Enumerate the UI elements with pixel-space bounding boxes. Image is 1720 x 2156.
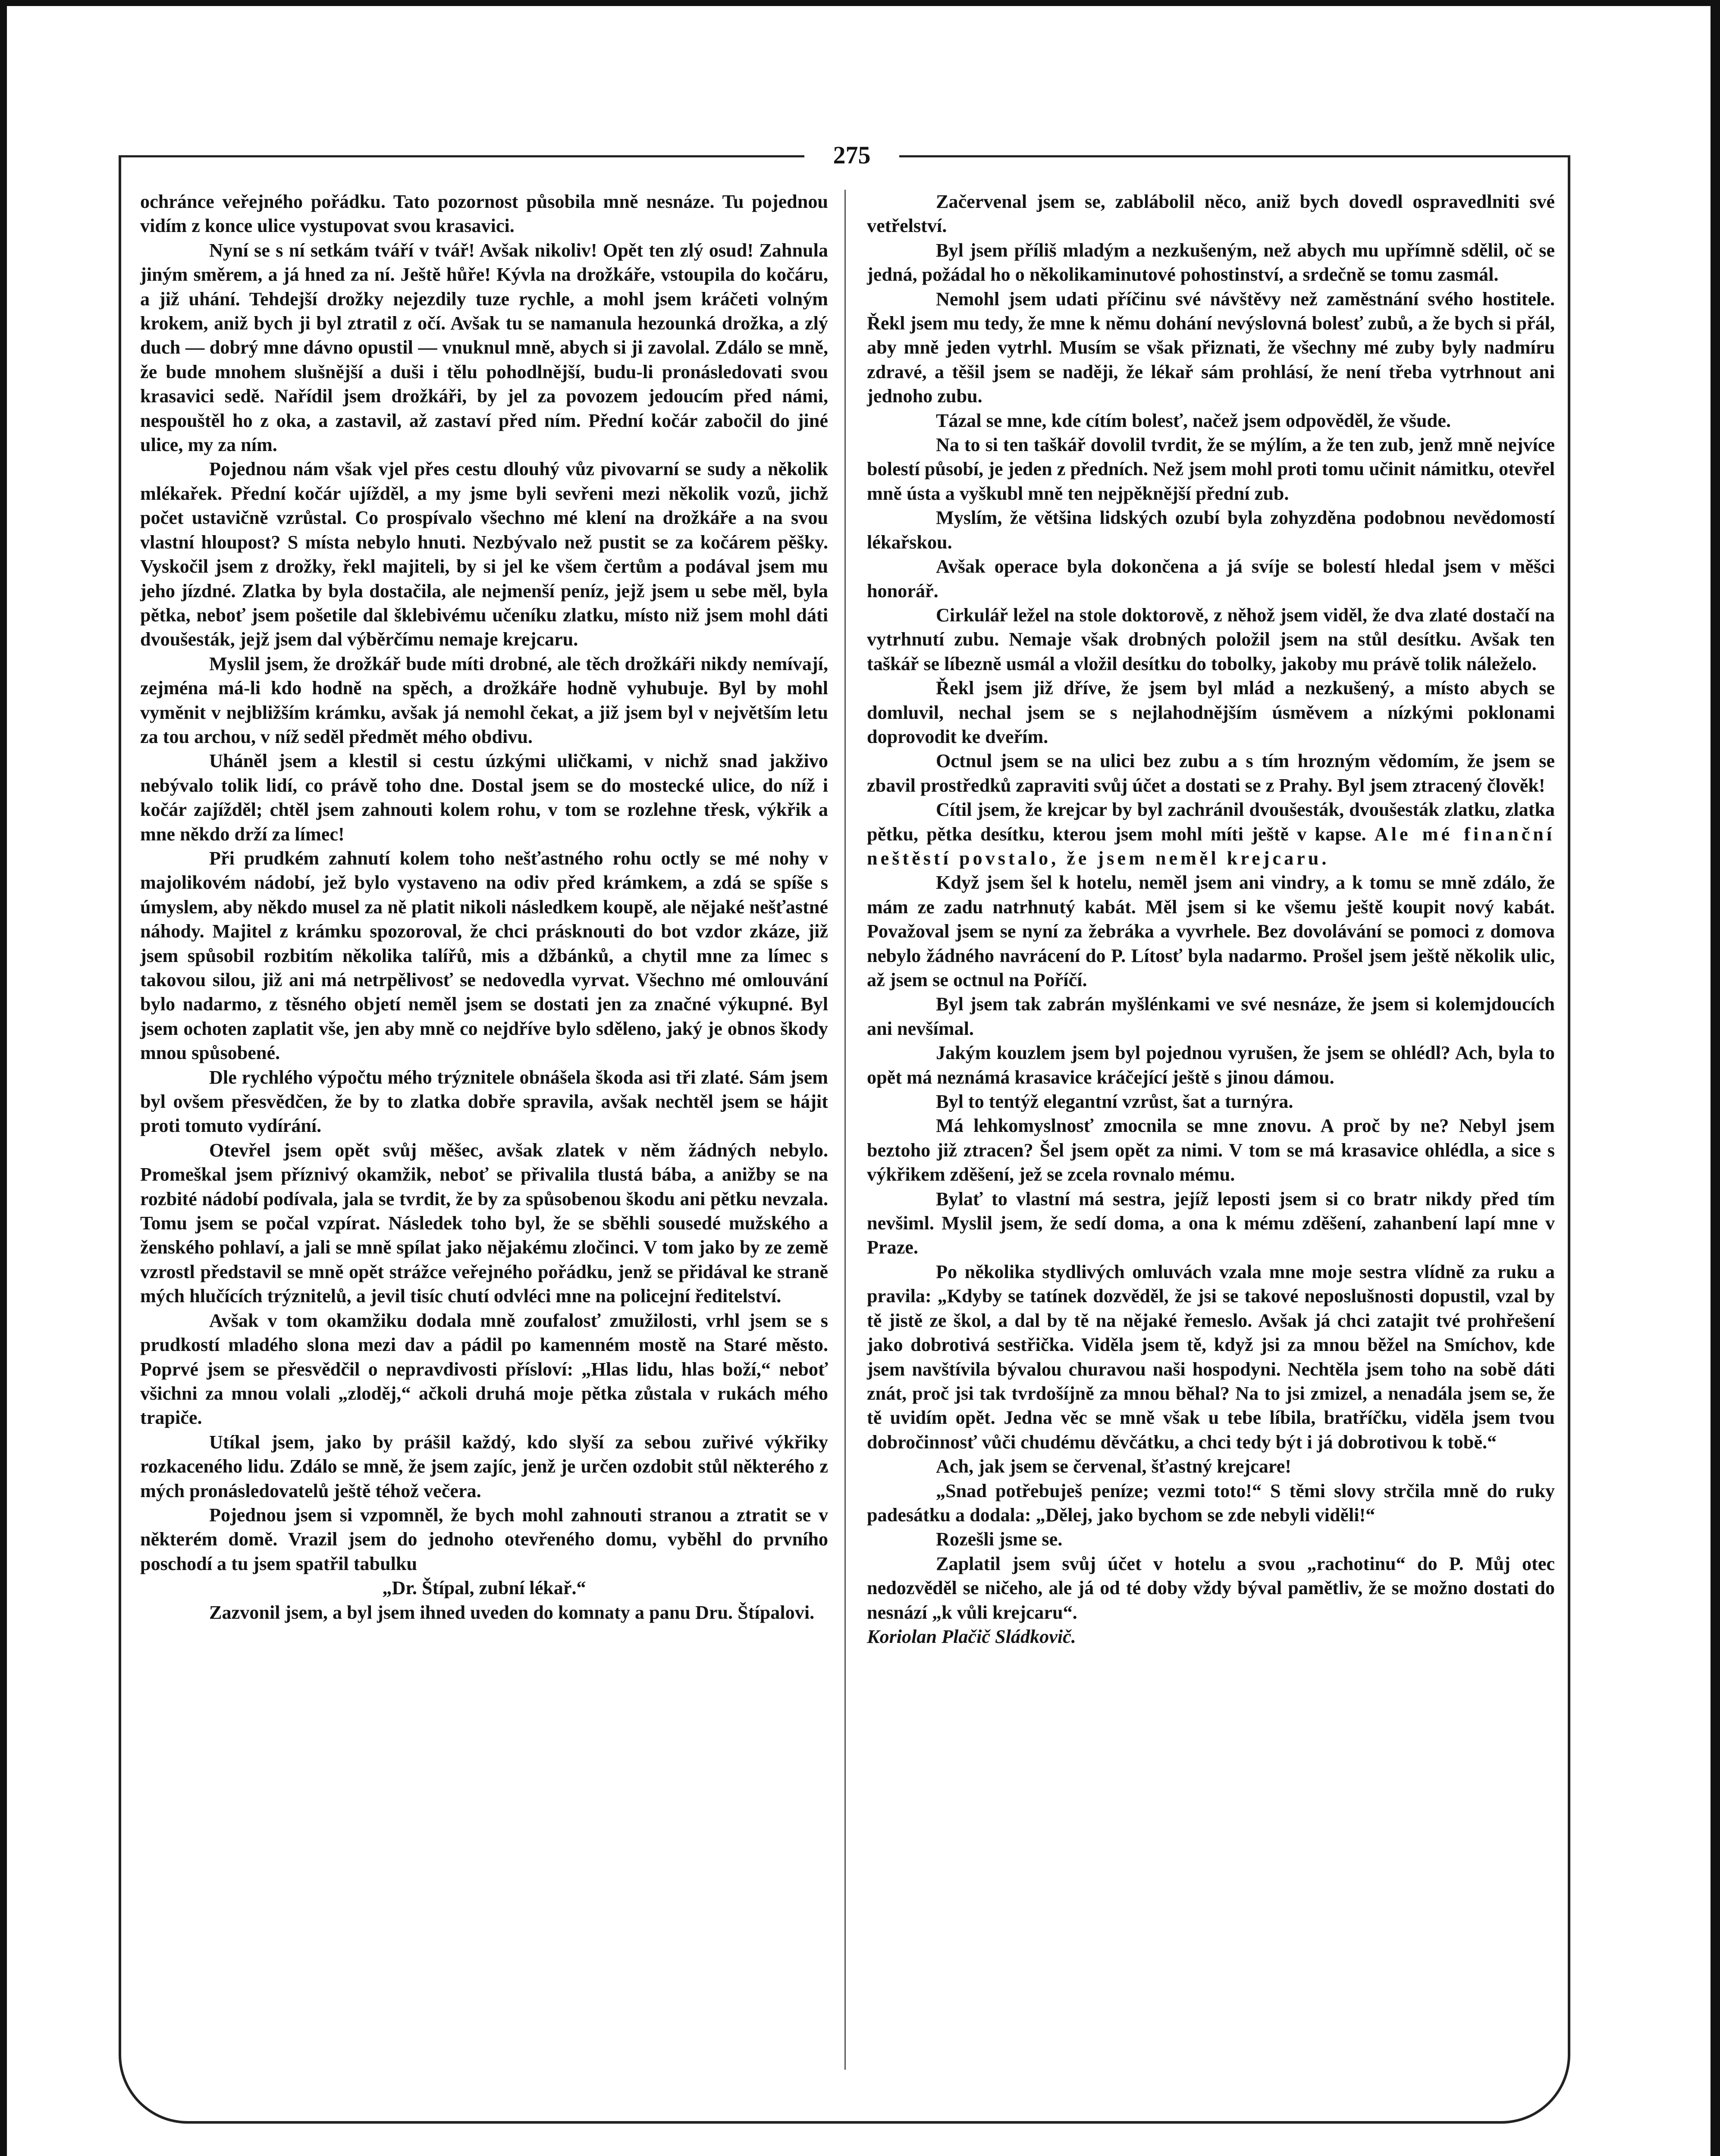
paragraph bbox=[867, 1114, 1555, 1187]
paragraph-text: Pojednou nám však vjel přes cestu dlouhý vůz pivovarní se sudy a několik mlékařek. Přední kočár ujížděl, a my jsme byli sevřeni mezi několik vozů, jichž počet ustavičně vzrůstal. Co prospívalo všechno mé klení na drožkáře a na svou vlastní hloupost? S místa nebylo hnuti. Nezbývalo než pustit se za kočárem pěšky. Vyskočil jsem z drožky, řekl majiteli, by si jel ke všem čertům a podával jsem mu jeho jízdné. Zlatka by byla dostačila, ale nejmenší peníz, jejž jsem u sebe měl, byla pětka, neboť jsem pošetile dal šklebivému učeníku zlatku, místo niž jsem mohl dáti dvoušesták, jejž jsem dal výběrčímu nemaje krejcaru. bbox=[140, 458, 828, 650]
paragraph-text: Byl jsem příliš mladým a nezkušeným, než abych mu upřímně sdělil, oč se jedná, požádal ho o několikaminutové pohostinství, a srdečně se tomu zasmál. bbox=[867, 239, 1555, 285]
paragraph-text: Bylať to vlastní má sestra, jejíž leposti jsem si co bratr nikdy před tím nevšiml. Myslil jsem, že sedí doma, a ona k mému zděšení, zahanbení lapí mne v Praze. bbox=[867, 1188, 1555, 1258]
paragraph-text: ochránce veřejného pořádku. Tato pozornost působila mně nesnáze. Tu pojednou vidím z konce ulice vystupovat svou krasavici. bbox=[140, 191, 828, 237]
paragraph-text: Řekl jsem již dříve, že jsem byl mlád a nezkušený, a místo abych se domluvil, nechal jsem se s nejlahodnějším úsměvem a nízkými poklonami doprovodit ke dveřím. bbox=[867, 677, 1555, 747]
page-number: 275 bbox=[833, 141, 871, 169]
paragraph-text: Na to si ten taškář dovolil tvrdit, že se mýlím, a že ten zub, jenž mně nejvíce bolestí působí, je jeden z předních. Než jsem mohl proti tomu učinit námitku, otevřel mně ústa a vyškubl mně ten nejpěknější přední zub. bbox=[867, 434, 1555, 504]
paragraph-text: Octnul jsem se na ulici bez zubu a s tím hrozným vědomím, že jsem se zbavil prostředků zapraviti svůj účet a dostati se z Prahy. Byl jsem ztracený člověk! bbox=[867, 750, 1555, 796]
paragraph-text: Dle rychlého výpočtu mého trýznitele obnášela škoda asi tři zlaté. Sám jsem byl ovšem přesvědčen, že by to zlatka dobře spravila, avšak nechtěl jsem se hájit proti tomuto vydírání. bbox=[140, 1066, 828, 1137]
paragraph bbox=[867, 1479, 1555, 1528]
scan-edge-top bbox=[0, 0, 1720, 6]
paragraph bbox=[867, 1090, 1555, 1114]
author-signature: Koriolan Plačič Sládkovič. bbox=[867, 1626, 1076, 1647]
paragraph-text: „Dr. Štípal, zubní lékař.“ bbox=[382, 1577, 586, 1599]
paragraph bbox=[867, 676, 1555, 749]
paragraph bbox=[140, 652, 828, 749]
paragraph bbox=[867, 409, 1555, 433]
paragraph-text: Otevřel jsem opět svůj měšec, avšak zlatek v něm žádných nebylo. Promeškal jsem příznivý okamžik, neboť se přivalila tlustá bába, a anižby se na rozbité nádobí podívala, jala se tvrdit, že by za spůsobenou škodu ani pětku nevzala. Tomu jsem se počal vzpírat. Následek toho byl, že se sběhli sousedé mužského a ženského pohlaví, a jali se mně spílat jako nějakému zločinci. V tom jako by ze země vzrostl představil se mně opět strážce veřejného pořádku, jenž se přidával ke straně mých hlučících trýznitelů, a jevil tisíc chutí odvléci mne na policejní ředitelství. bbox=[140, 1139, 828, 1307]
paragraph-text: Rozešli jsme se. bbox=[936, 1529, 1063, 1550]
paragraph bbox=[140, 1601, 828, 1625]
paragraph-text: Byl jsem tak zabrán myšlénkami ve své nesnáze, že jsem si kolemjdoucích ani nevšímal. bbox=[867, 993, 1555, 1039]
paragraph bbox=[140, 1503, 828, 1576]
paragraph-text: Cítil jsem, že krejcar by byl zachránil dvoušesták, dvoušesták zlatku, zlatka pětku, pětka desítku, kterou jsem mohl míti ještě v kapse. bbox=[867, 799, 1555, 845]
paragraph-text: „Snad potřebuješ peníze; vezmi toto!“ S těmi slovy strčila mně do ruky padesátku a dodala: „Dělej, jako bychom se zde nebyli viděli!“ bbox=[867, 1480, 1555, 1526]
paragraph-text: Myslím, že většina lidských ozubí byla zohyzděna podobnou nevědomostí lékařskou. bbox=[867, 507, 1555, 553]
scan-edge-left bbox=[0, 0, 7, 2156]
right-column bbox=[867, 190, 1555, 1649]
paragraph-text: Uháněl jsem a klestil si cestu úzkými uličkami, v nichž snad jakživo nebývalo tolik lidí, co právě toho dne. Dostal jsem se do mostecké ulice, do níž i kočár zajížděl; chtěl jsem zahnouti kolem rohu, v tom se rozlehne třesk, výkřik a mne někdo drží za límec! bbox=[140, 750, 828, 845]
paragraph bbox=[140, 457, 828, 652]
paragraph bbox=[867, 798, 1555, 871]
paragraph-text: Zaplatil jsem svůj účet v hotelu a svou „rachotinu“ do P. Můj otec nedozvěděl se ničeho, ale já od té doby vždy býval pamětliv, že se možno dostati do nesnází „k vůli krejcaru“. bbox=[867, 1553, 1555, 1623]
paragraph bbox=[867, 1260, 1555, 1454]
paragraph bbox=[140, 1065, 828, 1138]
left-column bbox=[140, 190, 828, 1625]
paragraph-text: Zazvonil jsem, a byl jsem ihned uveden do komnaty a panu Dru. Štípalovi. bbox=[209, 1601, 815, 1623]
paragraph bbox=[867, 1454, 1555, 1479]
paragraph bbox=[867, 433, 1555, 506]
paragraph-text: Nyní se s ní setkám tváří v tvář! Avšak nikoliv! Opět ten zlý osud! Zahnula jiným směrem, a já hned za ní. Ještě hůře! Kývla na drožkáře, vstoupila do kočáru, a již uhání. Tehdejší drožky nejezdily tuze rychle, a mohl jsem kráčeti volným krokem, aniž bych ji byl ztratil z očí. Avšak tu se namanula hezounká drožka, a zlý duch — dobrý mne dávno opustil — vnuknul mně, abych si ji zavolal. Zdálo se mně, že bude mnohem slušnější a duši i tělu pohodlnější, budu-li pronásledovati svou krasavici sedě. Nařídil jsem drožkáři, by jel za povozem jedoucím před námi, nespouštěl ho z oka, a zastavil, až zastaví před ním. Přední kočár zabočil do jiné ulice, my za ním. bbox=[140, 239, 828, 456]
paragraph-text: Myslil jsem, že drožkář bude míti drobné, ale těch drožkáři nikdy nemívají, zejména má-li kdo hodně na spěch, a drožkáře hodně vyhubuje. Byl by mohl vyměnit v nejbližším krámku, avšak já nemohl čekat, a již jsem byl v největším letu za tou archou, v níž seděl předmět mého obdivu. bbox=[140, 653, 828, 747]
paragraph bbox=[867, 190, 1555, 238]
paragraph-text: Při prudkém zahnutí kolem toho nešťastného rohu octly se mé nohy v majolikovém nádobí, jež bylo vystaveno na odiv před krámkem, a zdá se spíše s úmyslem, aby někdo musel za ně platit nikoli následkem koupě, ale nějaké nešťastné náhody. Majitel z krámku spozoroval, že chci prásknouti do bot vzdor zkáze, již jsem spůsobil rozbitím několika talířů, mis a džbánků, a chytil mne za límec s takovou silou, již ani má netrpělivosť se nedovedla vyrvat. Všechno mé omlouvání bylo nadarmo, z těsného objetí neměl jsem se dostati jen za značné výkupné. Byl jsem ochoten zaplatit vše, jen aby mně co nejdříve bylo sděleno, jaký je obnos škody mnou spůsobené. bbox=[140, 847, 828, 1064]
paragraph bbox=[867, 506, 1555, 555]
paragraph bbox=[140, 1138, 828, 1309]
scan-edge-right bbox=[1711, 0, 1720, 2156]
paper-specks bbox=[1242, 2154, 1372, 2156]
paragraph-text: Po několika stydlivých omluvách vzala mne moje sestra vlídně za ruku a pravila: „Kdyby se tatínek dozvěděl, že jsi se takové neposlušnosti dopustil, vzal by tě jistě ze škol, a dal by tě na nějaké řemeslo. Avšak já chci zatajit tvé prohřešení jako dobrotivá sestřička. Viděla jsem tě, když jsi za mnou běžel na Smíchov, kde jsem navštívila bývalou churavou naši hospodyni. Nechtěla jsem toho na sobě dáti znát, proč jsi tak tvrdošíjně za mnou běhal? Na to jsi zmizel, a nenadála jsem se, že tě uvidím opět. Jedna věc se mně však u tebe líbila, bratříčku, viděla jsem tvou dobročinnosť vůči chudému děvčátku, a chci tedy být i já dobrotivou k tobě.“ bbox=[867, 1261, 1555, 1453]
paragraph-text: Když jsem šel k hotelu, neměl jsem ani vindry, a k tomu se mně zdálo, že mám ze zadu natrhnutý kabát. Měl jsem si ke všemu ještě koupit nový kabát. Považoval jsem se nyní za žebráka a vyvrhele. Bez dovolávání se pomoci z domova nebylo žádného navrácení do P. Lítosť byla nadarmo. Prošel jsem ještě několik ulic, až jsem se octnul na Poříčí. bbox=[867, 872, 1555, 990]
paragraph-text: Pojednou jsem si vzpomněl, že bych mohl zahnouti stranou a ztratit se v některém domě. Vrazil jsem do jednoho otevřeného domu, vyběhl do prvního poschodí a tu jsem spatřil tabulku bbox=[140, 1504, 828, 1574]
paragraph bbox=[867, 749, 1555, 798]
paragraph-text: Byl to tentýž elegantní vzrůst, šat a turnýra. bbox=[936, 1091, 1293, 1112]
paragraph bbox=[867, 1041, 1555, 1090]
paragraph bbox=[867, 1527, 1555, 1551]
paragraph bbox=[867, 603, 1555, 676]
paragraph-text: Začervenal jsem se, zablábolil něco, aniž bych dovedl ospravedlniti své vetřelství. bbox=[867, 191, 1555, 237]
paragraph bbox=[867, 1552, 1555, 1625]
paragraph-text: Utíkal jsem, jako by prášil každý, kdo slyší za sebou zuřivé výkřiky rozkaceného lidu. Zdálo se mně, že jsem zajíc, jenž je určen ozdobit stůl některého z mých pronásledovatelů ještě téhož večera. bbox=[140, 1431, 828, 1501]
paragraph-text: Ach, jak jsem se červenal, šťastný krejcare! bbox=[936, 1456, 1291, 1477]
paragraph bbox=[867, 555, 1555, 603]
paragraph bbox=[867, 871, 1555, 992]
paragraph bbox=[140, 846, 828, 1065]
emphasized-text: Ale mé finanční neštěstí povstalo, že jsem neměl krejcaru. bbox=[867, 823, 1555, 869]
column-divider bbox=[844, 190, 846, 2070]
paragraph bbox=[140, 238, 828, 458]
paragraph bbox=[140, 1430, 828, 1503]
paragraph bbox=[867, 238, 1555, 287]
paragraph bbox=[867, 992, 1555, 1041]
paragraph bbox=[140, 1309, 828, 1430]
paragraph-text: Nemohl jsem udati příčinu své návštěvy než zaměstnání svého hostitele. Řekl jsem mu tedy, že mne k němu dohání nevýslovná bolesť zubů, a že bych si přál, aby mně jeden vytrhl. Musím se však přiznati, že všechny mé zuby byly nadmíru zdravé, a těšil jsem se naději, že lékař sám prohlásí, že není třeba vytrhnout ani jednoho zubu. bbox=[867, 288, 1555, 407]
paragraph bbox=[140, 749, 828, 846]
paragraph-text: Jakým kouzlem jsem byl pojednou vyrušen, že jsem se ohlédl? Ach, byla to opět má neznámá krasavice kráčející ještě s jinou dámou. bbox=[867, 1042, 1555, 1088]
paragraph-text: Cirkulář ležel na stole doktorově, z něhož jsem viděl, že dva zlaté dostačí na vytrhnutí zubu. Nemaje však drobných položil jsem na stůl desítku. Avšak ten taškář se líbezně usmál a vložil desítku do tobolky, jakoby mu právě tolik náleželo. bbox=[867, 604, 1555, 674]
paragraph-text: Tázal se mne, kde cítím bolesť, načež jsem odpověděl, že všude. bbox=[936, 410, 1451, 431]
paragraph bbox=[140, 190, 828, 238]
paragraph-text: Avšak operace byla dokončena a já svíje se bolestí hledal jsem v měšci honorář. bbox=[867, 556, 1555, 602]
paragraph bbox=[867, 1187, 1555, 1260]
paragraph bbox=[867, 287, 1555, 409]
paragraph-text: Má lehkomyslnosť zmocnila se mne znovu. A proč by ne? Nebyl jsem beztoho již ztracen? Šel jsem opět za nimi. V tom se má krasavice ohlédla, a sice s výkřikem zděšení, jež se zcela rovnalo mému. bbox=[867, 1115, 1555, 1185]
paragraph-text: Avšak v tom okamžiku dodala mně zoufalosť zmužilosti, vrhl jsem se s prudkostí mladého slona mezi dav a pádil po kamenném mostě na Staré město. Poprvé jsem se přesvědčil o nepravdivosti přísloví: „Hlas lidu, hlas boží,“ neboť všichni za mnou volali „zloděj,“ ačkoli druhá moje pětka zůstala v rukách mého trapiče. bbox=[140, 1310, 828, 1429]
paragraph bbox=[140, 1576, 828, 1600]
